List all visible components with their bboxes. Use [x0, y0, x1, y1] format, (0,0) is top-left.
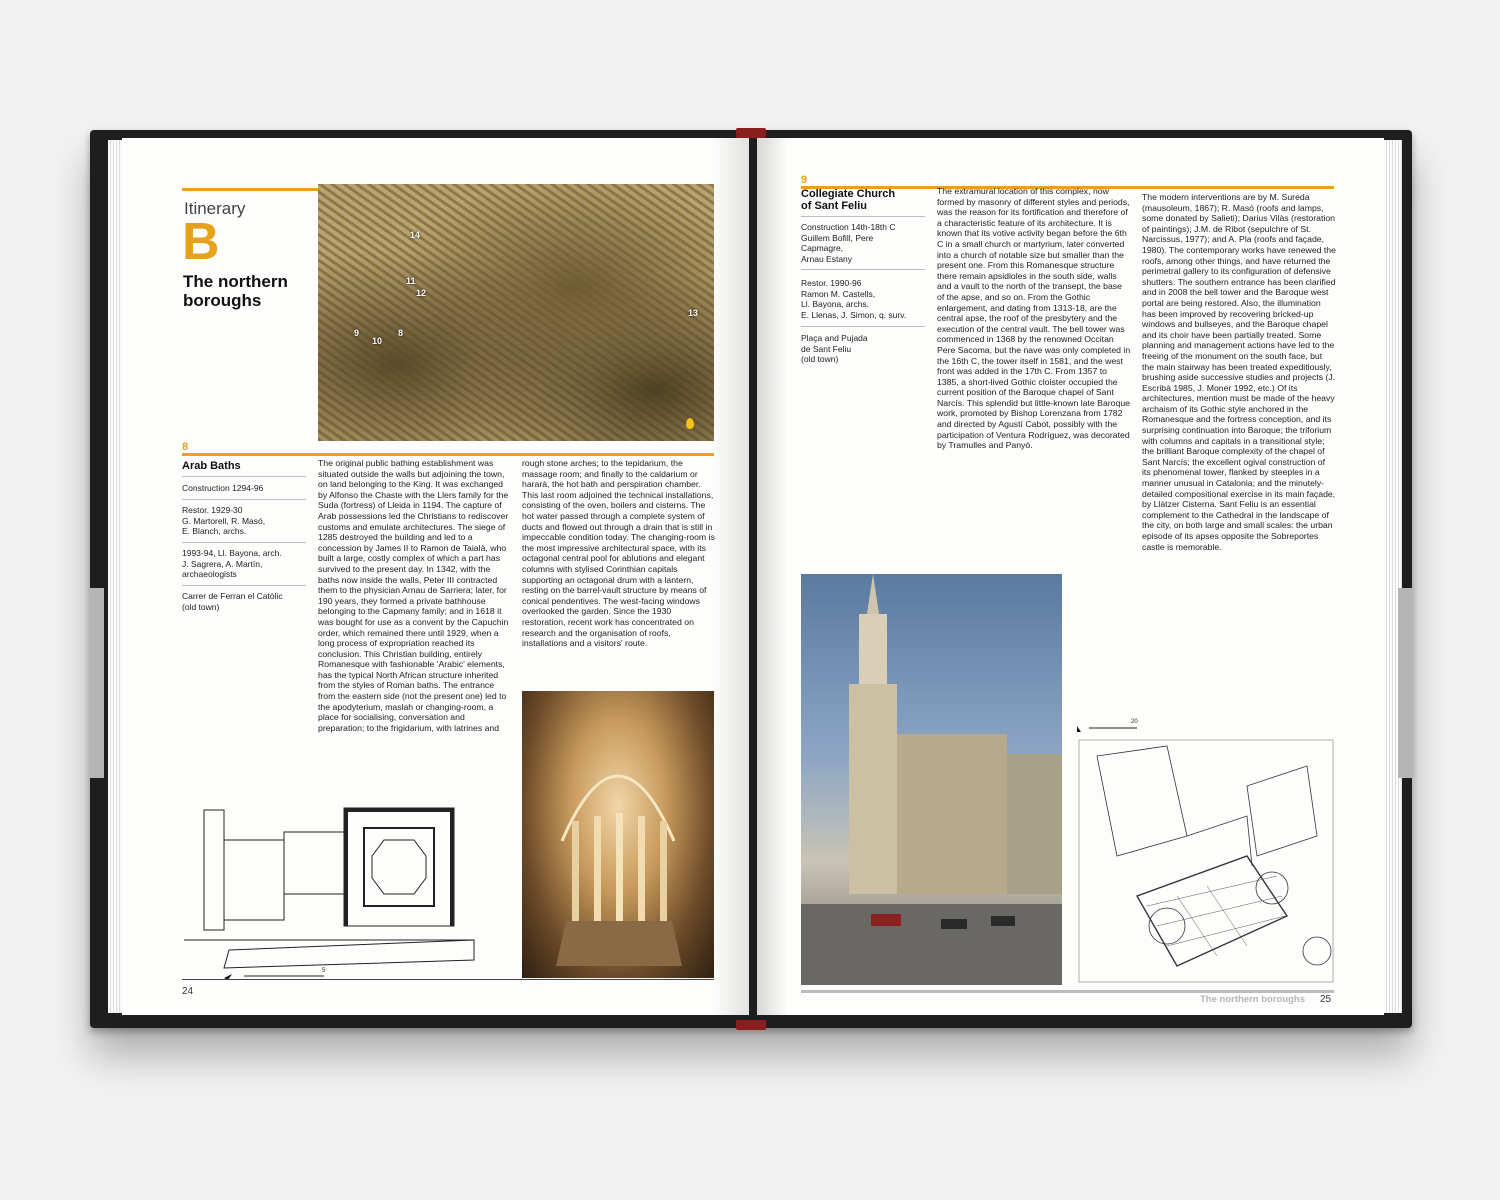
- floor-plan-arab-baths: [184, 800, 514, 980]
- map-label-14: 14: [410, 230, 421, 240]
- floor-plan-sant-feliu: [1077, 716, 1335, 986]
- meta-restoration-2: 1993-94, Ll. Bayona, arch. J. Sagrera, A. Martín, archaeologists: [182, 548, 282, 579]
- itinerary-letter: B: [182, 213, 220, 271]
- body-column-right-1: The extramural location of this complex, now formed by masonry of different styles and periods, was the reason for its fortification and therefore of a characteristic feature of its architecture. It is known that its votive activity began before the 6th C in a small church or martyrium, later converted into a church of notable size but smaller than the present one. From this Romanesque structure there remain apsidioles in the south side, walls and a vault to the north of the transept, the base of the apse, and so on. From the Gothic enlargement, and dating from 1313-18, are the central apse, the roof of the presbytery and the execution of the central vault. The bell tower was commenced in 1368 by the renowned Occitan Pere Sacoma, but the nave was only completed in the 16th C, the tower itself in 1581, and the west front was added in the 17th C. From 1357 to 1385, a short-lived Gothic cloister occupied the current position of the Baroque chapel of Sant Narcís. This splendid but little-known late Baroque work, promoted by Bishop Lorenzana from 1782 and directed by Agustí Cabot, possibly with the participation of Ventura Rodríguez, was decorated by Tramulles and Panyó.: [937, 186, 1131, 451]
- north-arrow-icon: [686, 418, 694, 429]
- meta-location-right: Plaça and Pujada de Sant Feliu (old town): [801, 333, 868, 364]
- entry-title-right: Collegiate Church of Sant Feliu: [801, 188, 896, 212]
- spine-tailband: [736, 1020, 766, 1030]
- meta-restoration-1: Restor. 1929-30 G. Martorell, R. Masó, E. Blanch, archs.: [182, 505, 266, 536]
- folio-left: 24: [182, 986, 194, 997]
- plan-north-icon-right: [1077, 726, 1081, 732]
- aerial-map: [318, 184, 714, 441]
- map-label-9: 9: [354, 328, 360, 338]
- itinerary-label: Itinerary: [184, 199, 246, 218]
- meta-construction: Construction 1294-96: [182, 483, 264, 493]
- running-head: The northern boroughs: [1200, 994, 1306, 1005]
- church-illustration: [801, 574, 1062, 985]
- meta-construction-right: Construction 14th-18th C Guillem Bofill, Pere Capmagre, Arnau Estany: [801, 222, 896, 264]
- section-title: The northern boroughs: [183, 272, 288, 310]
- photo-arab-baths: [522, 691, 714, 978]
- meta-restoration-right: Restor. 1990-96 Ramon M. Castells, Ll. Bayona, archs. E. Llenas, J. Simon, q. surv.: [801, 278, 907, 320]
- left-page: [122, 138, 749, 1015]
- entry-number: 8: [182, 441, 189, 453]
- baths-columns-illustration: [522, 691, 714, 978]
- map-label-11: 11: [406, 276, 416, 286]
- folio-right: 25: [1320, 994, 1332, 1005]
- body-column-right-2: The modern interventions are by M. Sureda (mausoleum, 1867); R. Masó (roofs and lamps, some donated by Salieti); Darius Vilàs (restoration of paintings); J.M. de Ribot (sepulchre of St. Narcissus, 1977); and A. Pla (roofs and façade, 1980). The contemporary works have renewed the roofs, among other things, and have returned the perimetral gallery to its configuration of defensive shutters. The southern entrance has been clarified and in 2008 the bell tower and the Baroque west portal are being restored. Also, the illumination has been improved by recovering bricked-up windows and bullseyes, and the Baroque chapel and its choir have been partially treated. Some planning and management actions have led to the freeing of the monument on the south face, but the main stairway has been treated expeditiously, brushing aside successive studies and projects (J. Escribà 1985, J. Moner 1992, etc.) Of its architectures, mention must be made of the heavy archaism of its Gothic style anchored in the Romanesque and the fortress conception, and its surprising continuation into Baroque; the triforium with columns and capitals in a transitional style; the brilliant Baroque complexity of the chapel of Sant Narcís; the excellent ogival construction of its phenomenal tower, flanked by steeples in a manner unusual in Catalonia; and the minutely-detailed compositional exercise in its main façade, by Llàtzer Cisterna. Sant Feliu is an essential complement to the Cathedral in the landscape of the city, on both large and small scales: the urban episode of its apses opposite the Sobreportes castle is memorable.: [1142, 192, 1336, 552]
- entry-rule: [182, 453, 714, 456]
- thumb-tab-right: [1398, 588, 1412, 778]
- body-column-2: rough stone arches; to the tepidarium, the massage room; and finally to the caldarium or hararà, the hot bath and perspiration chamber. This last room adjoined the technical installations, consisting of the oven, boilers and cisterns. The hot water passed through a complete system of ducts and flowed out through a drain that is still in impeccable condition today. The changing-room is the most impressive architectural space, with its octagonal central pool for ablutions and elegant columns with stylised Corinthian capitals supporting an octagonal drum with a lantern, resting on the barrel-vault structure by means of conical pendentives. The west-facing windows overlooked the garden. Since the 1930 restoration, recent work has concentrated on research and the organisation of roofs, installations and a visitors' route.: [522, 458, 715, 649]
- body-column-1: The original public bathing establishment was situated outside the walls but adjoining the town, on land belonging to the King. It was exchanged by Alfonso the Chaste with the Llers family for the Suda (fortress) of Lleida in 1194. The capture of Arab possessions led the Christians to rediscover customs and emulate architectures. The siege of 1285 destroyed the building and led to a concession by James II to Ramon de Taialà, who built a large, costly complex of which a part has survived to the present day. In 1342, with the baths now inside the walls, Peter III contracted them to the physician Arnau de Sarriera; later, for 190 years, they formed a private bathhouse belonging to the Capmany family; and in 1618 it was bought for use as a convent by the Capuchin order, which remained there until 1929, when a long process of expropriation reached its conclusion. This Christian building, entirely Romanesque with fashionable 'Arabic' elements, has the typical North African structure inherited from the styles of Roman baths. The entrance from the eastern side (not the present one) led to the apodyterium, maslah or changing-room, a place for socialising, conversation and preparation; to the frigidarium, with latrines and: [318, 458, 509, 733]
- meta-location: Carrer de Ferran el Catòlic (old town): [182, 591, 283, 612]
- spine-headband: [736, 128, 766, 138]
- map-label-13: 13: [688, 308, 699, 318]
- plan-scale-label-right: 20: [1131, 719, 1138, 725]
- map-label-10: 10: [372, 336, 383, 346]
- entry-number-9: 9: [801, 174, 808, 186]
- photo-sant-feliu: [801, 574, 1062, 985]
- plan-scale-label: 5: [322, 968, 326, 974]
- thumb-tab-left: [90, 588, 104, 778]
- map-label-12: 12: [416, 288, 427, 298]
- right-page: [757, 138, 1384, 1015]
- entry-title: Arab Baths: [182, 460, 241, 472]
- map-label-8: 8: [398, 328, 404, 338]
